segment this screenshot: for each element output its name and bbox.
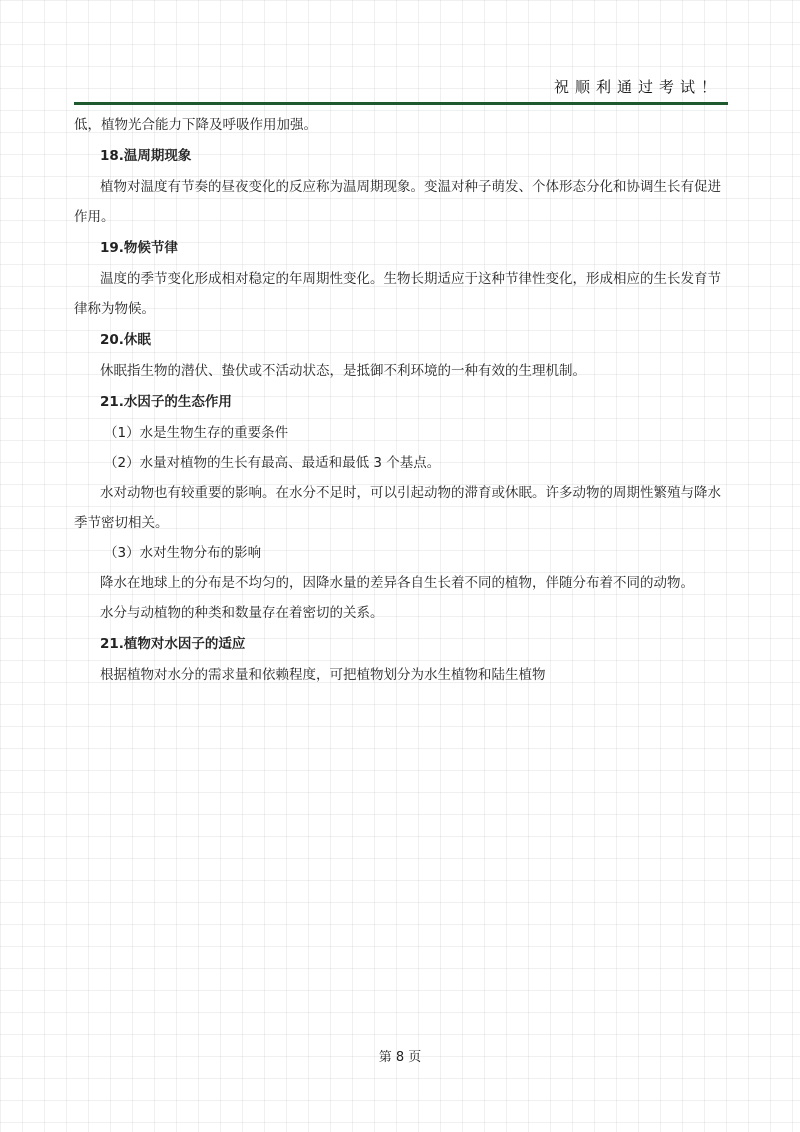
section-heading-21b: 21.植物对水因子的适应 — [100, 636, 246, 652]
list-item-3: （3）水对生物分布的影响 — [104, 545, 262, 561]
header-slogan: 祝顺利通过考试！ — [553, 78, 722, 96]
paragraph-18: 植物对温度有节奏的昼夜变化的反应称为温周期现象。变温对种子萌发、个体形态分化和协调生长有促进作用。 — [74, 179, 721, 225]
document-body — [74, 110, 728, 690]
list-item-2: （2）水量对植物的生长有最高、最适和最低 3 个基点。 — [104, 455, 441, 471]
section-heading-18: 18.温周期现象 — [100, 148, 192, 164]
header-rule — [74, 102, 728, 105]
list-item-1: （1）水是生物生存的重要条件 — [104, 425, 289, 441]
paragraph-continued: 低，植物光合能力下降及呼吸作用加强。 — [74, 117, 317, 133]
paragraph-21-distribution: 降水在地球上的分布是不均匀的，因降水量的差异各自生长着不同的植物，伴随分布着不同的动物。 — [100, 575, 694, 591]
paragraph-21-animals: 水对动物也有较重要的影响。在水分不足时，可以引起动物的滞育或休眠。许多动物的周期性繁殖与降水季节密切相关。 — [74, 485, 721, 531]
section-heading-19: 19.物候节律 — [100, 240, 178, 256]
section-heading-21a: 21.水因子的生态作用 — [100, 394, 232, 410]
page-number: 第 8 页 — [378, 1050, 422, 1065]
section-heading-20: 20.休眠 — [100, 332, 151, 348]
paragraph-21-species: 水分与动植物的种类和数量存在着密切的关系。 — [100, 605, 384, 621]
paragraph-20: 休眠指生物的潜伏、蛰伏或不活动状态，是抵御不利环境的一种有效的生理机制。 — [100, 363, 586, 379]
page-header — [74, 74, 728, 104]
paragraph-19: 温度的季节变化形成相对稳定的年周期性变化。生物长期适应于这种节律性变化，形成相应的生长发育节律称为物候。 — [74, 271, 721, 317]
paragraph-21b: 根据植物对水分的需求量和依赖程度，可把植物划分为水生植物和陆生植物 — [100, 667, 546, 683]
